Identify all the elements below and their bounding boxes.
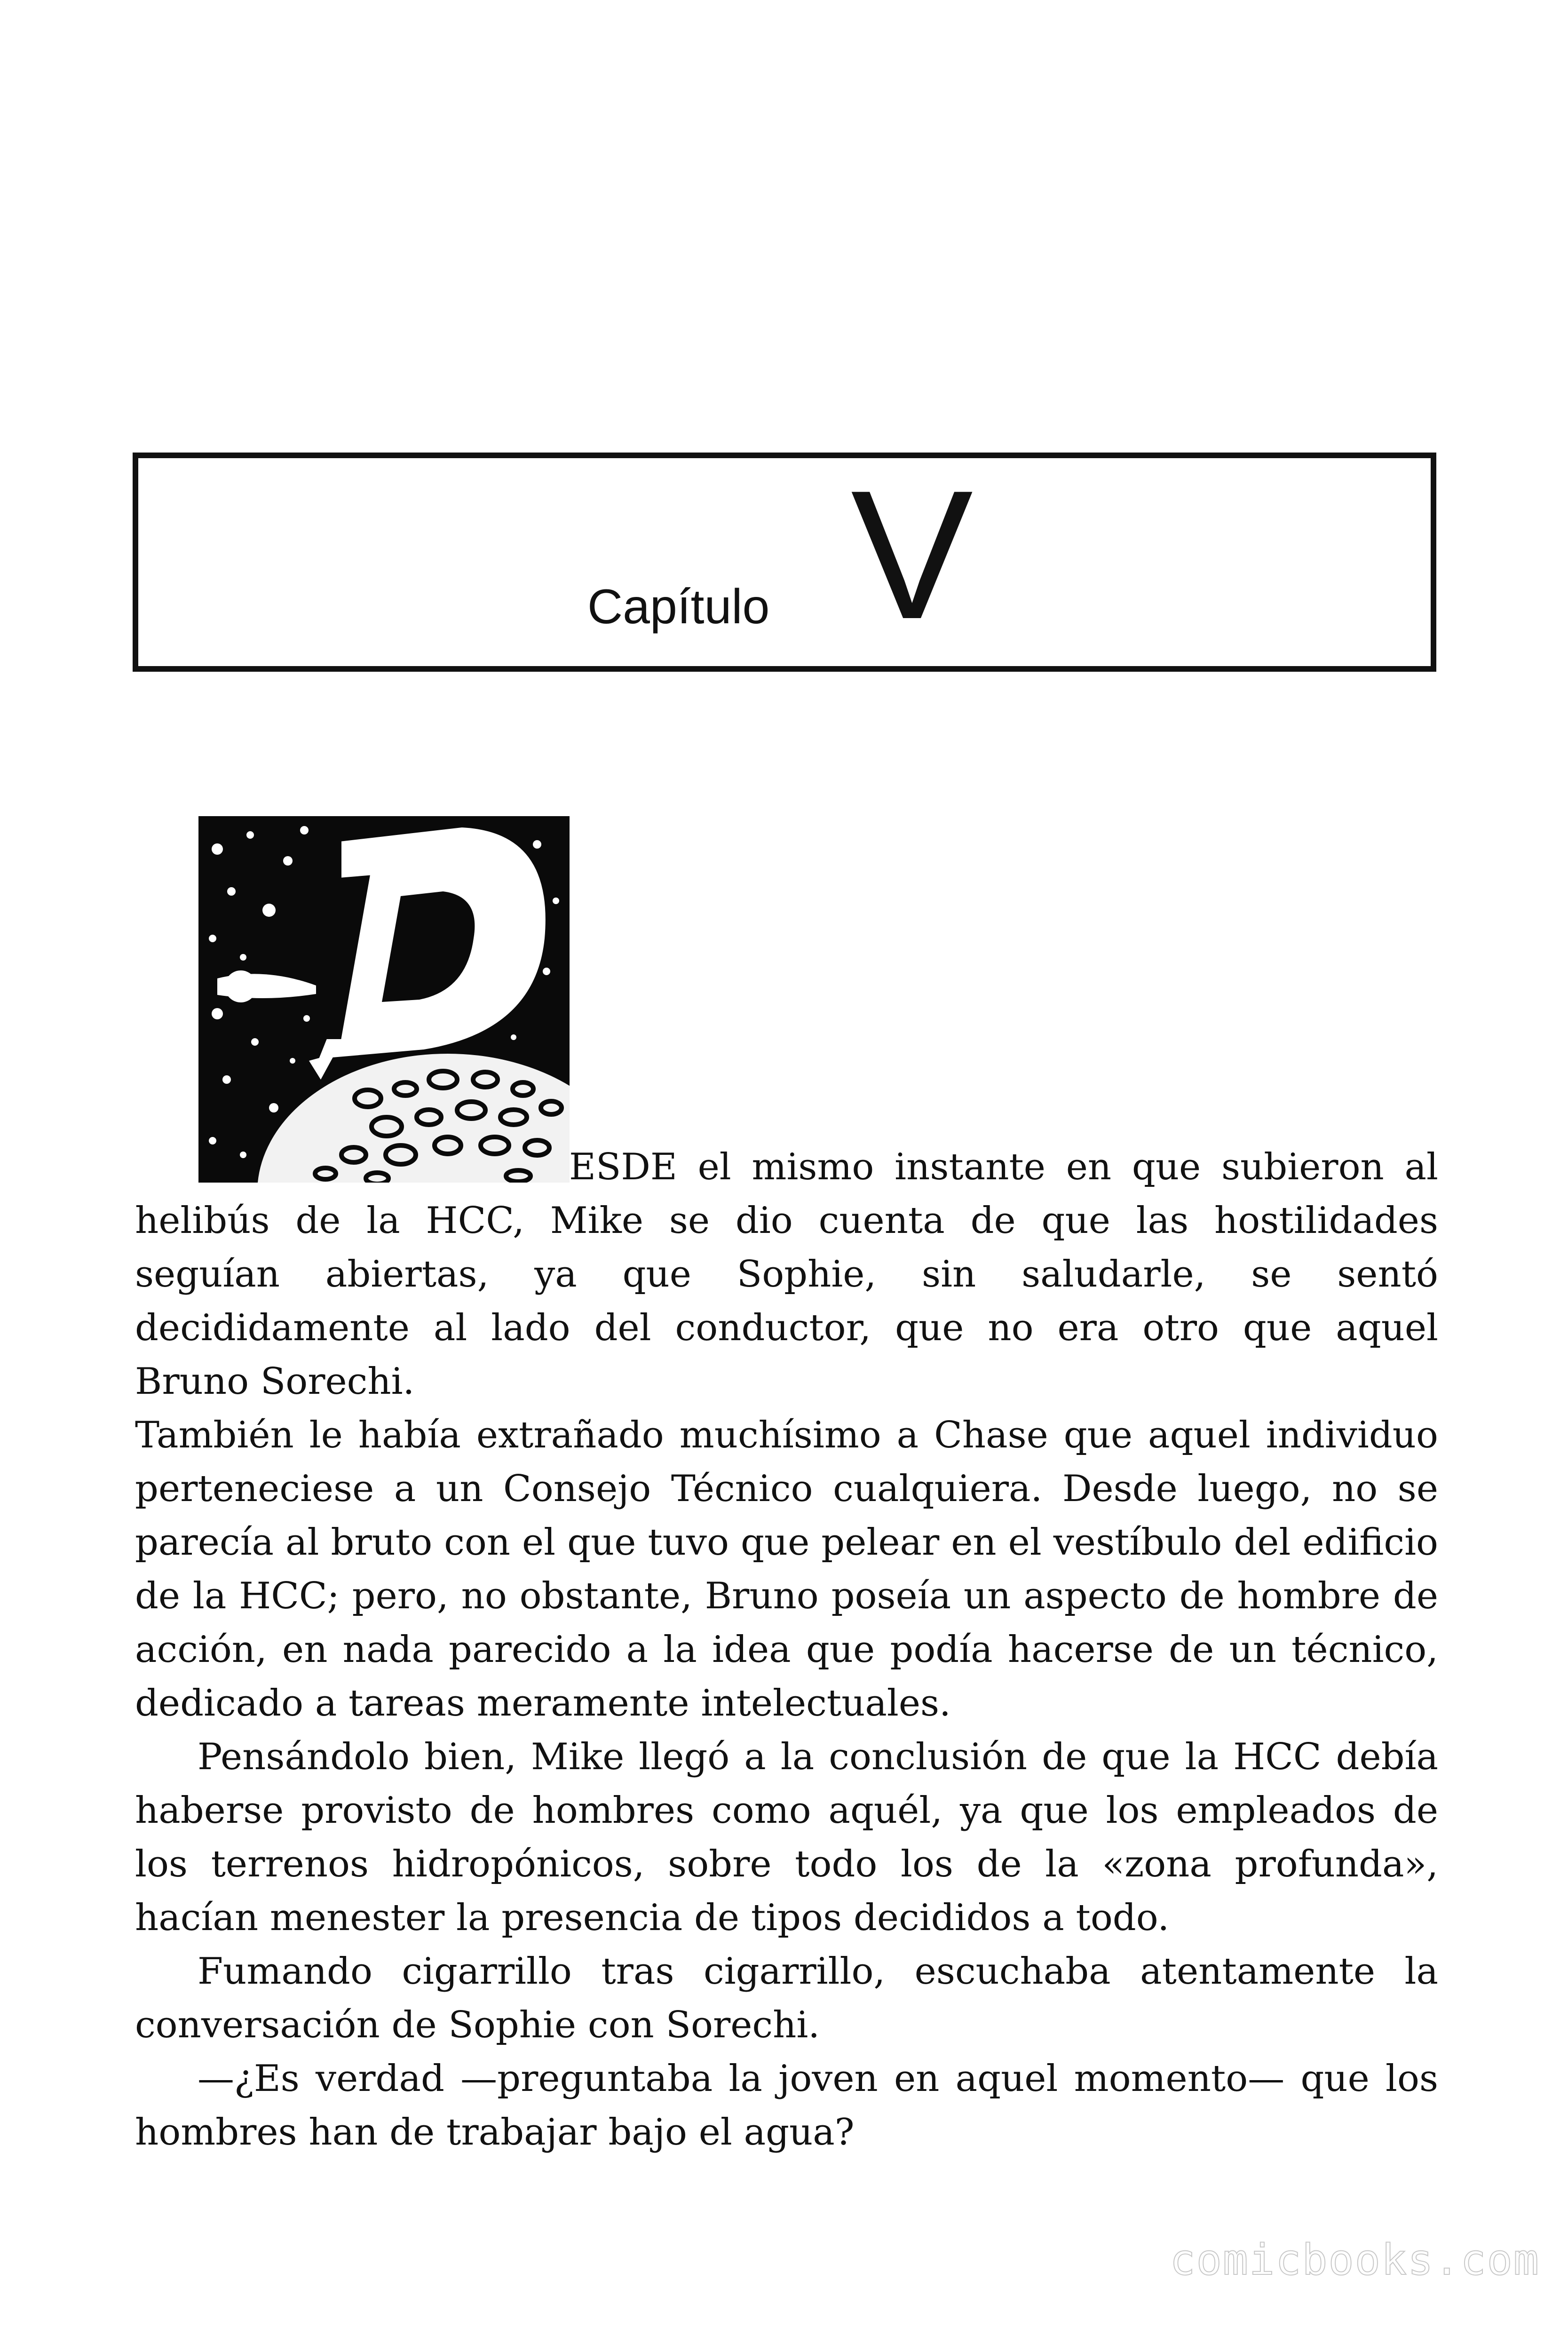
chapter-heading-box [133,453,1436,672]
space-letter-d-icon [198,816,570,1183]
chapter-body [135,1140,1438,2159]
drop-cap-illustration [198,816,570,1183]
chapter-label: Capítulo [587,580,770,634]
paragraph: ESDE el mismo instante en que subieron al helibús de la HCC, Mike se dio cuenta de que las hostilidades seguían abiertas, ya que Sophie, sin saludarle, se sentó decididamente al lado del conductor, que no era otro que aquel Bruno Sorechi. [135,1146,1438,1403]
paragraph: Fumando cigarrillo tras cigarrillo, escuchaba atentamente la conversación de Sophie con Sorechi. [135,1950,1438,2046]
paragraph: —¿Es verdad —preguntaba la joven en aquel momento— que los hombres han de trabajar bajo el agua? [135,2058,1438,2153]
chapter-number: V [851,452,974,657]
site-watermark: comicbooks.com [1170,2235,1540,2285]
paragraph: También le había extrañado muchísimo a Chase que aquel individuo perteneciese a un Consejo Técnico cualquiera. Desde luego, no se parecía al bruto con el que tuvo que pelear en el vestíbulo del edificio de la HCC; pero, no obstante, Bruno poseía un aspecto de hombre de acción, en nada parecido a la idea que podía hacerse de un técnico, dedicado a tareas meramente intelectuales. [135,1414,1438,1724]
paragraph: Pensándolo bien, Mike llegó a la conclusión de que la HCC debía haberse provisto de hombres como aquél, ya que los empleados de los terrenos hidropónicos, sobre todo los de la «zona profunda», hacían menester la presencia de tipos decididos a todo. [135,1736,1438,1939]
